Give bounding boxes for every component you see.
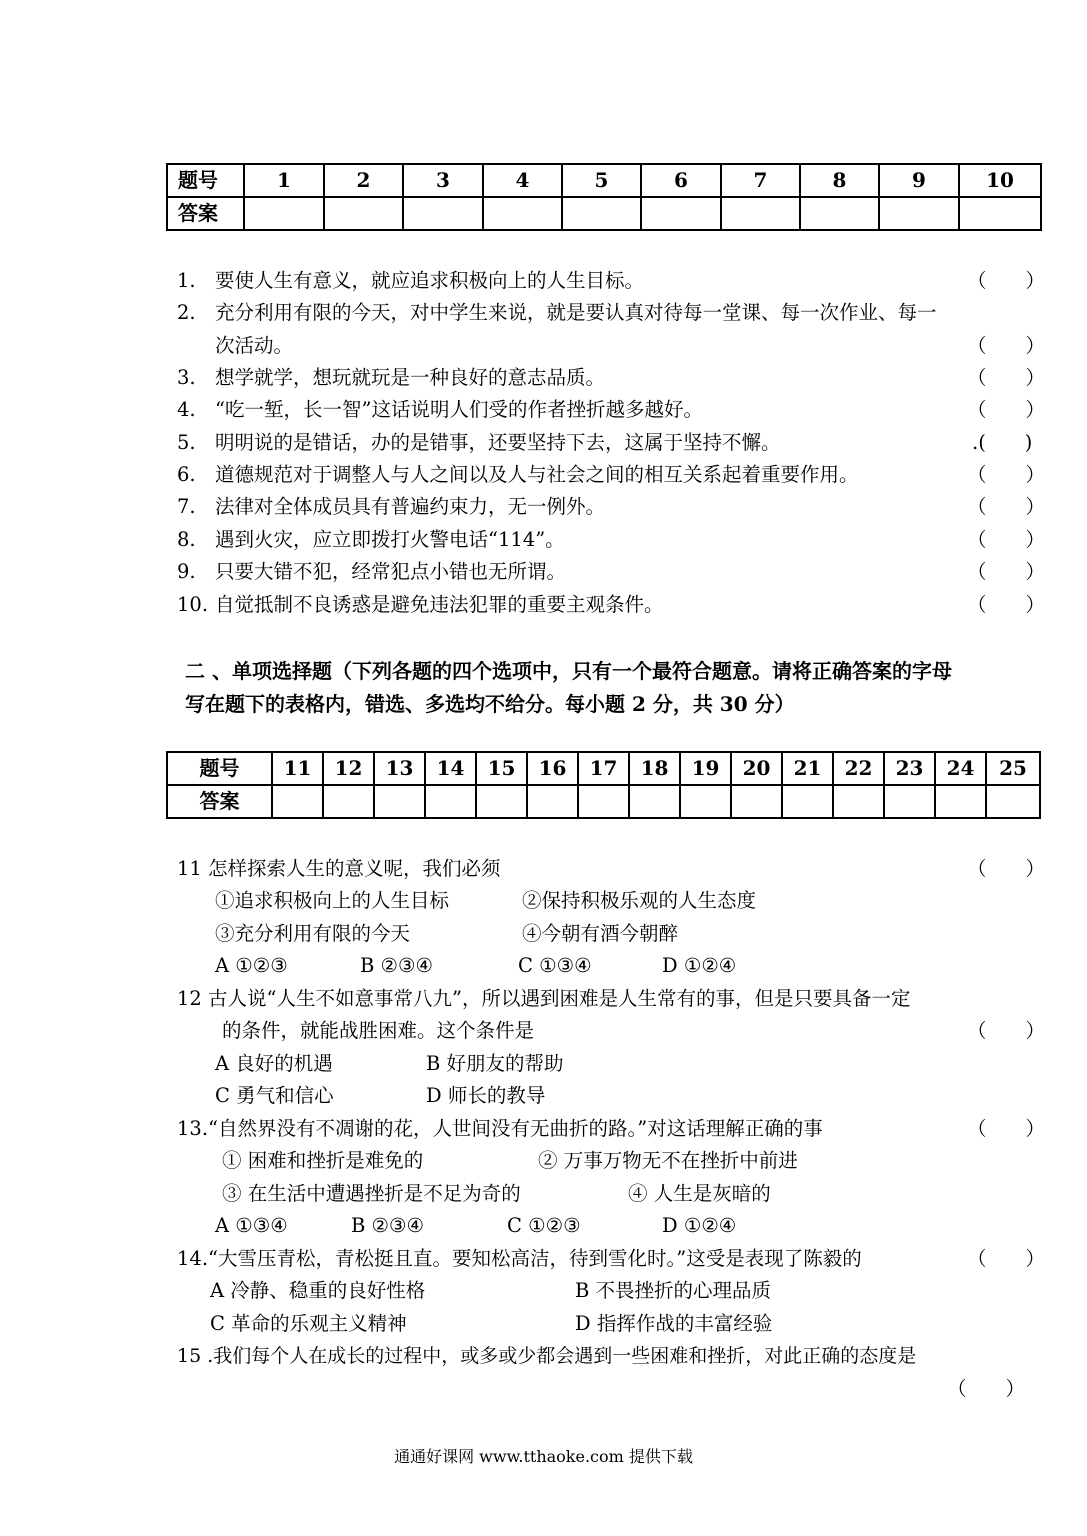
answer-cell[interactable] <box>833 785 884 818</box>
mc-question-12-stem: 12 古人说“人生不如意事常八九”，所以遇到困难是人生常有的事，但是只要具备一定 <box>177 987 911 1010</box>
mc-statement: ①追求积极向上的人生目标 <box>215 889 450 912</box>
question-number: 20 <box>731 752 782 785</box>
answer-cell[interactable] <box>641 197 721 230</box>
question-number: 24 <box>935 752 986 785</box>
question-number: 8 <box>800 164 879 197</box>
answer-paren: （ ） <box>967 1247 1046 1270</box>
question-number-label: 题号 <box>167 752 272 785</box>
answer-label: 答案 <box>167 785 272 818</box>
question-number: 13 <box>374 752 425 785</box>
answer-cell[interactable] <box>425 785 476 818</box>
mc-statement: ④ 人生是灰暗的 <box>628 1182 771 1205</box>
answer-cell[interactable] <box>721 197 800 230</box>
answer-paren: .( ) <box>972 431 1033 454</box>
question-number: 18 <box>629 752 680 785</box>
table-2-answer-row <box>167 785 1040 818</box>
answer-cell[interactable] <box>578 785 629 818</box>
answer-cell[interactable] <box>731 785 782 818</box>
tf-question: 2. 充分利用有限的今天，对中学生来说，就是要认真对待每一堂课、每一次作业、每一 <box>177 301 937 324</box>
answer-paren: （ ） <box>967 1019 1046 1042</box>
question-number: 7 <box>721 164 800 197</box>
question-number: 1 <box>244 164 324 197</box>
answer-cell[interactable] <box>959 197 1041 230</box>
mc-option: A 冷静、稳重的良好性格 <box>210 1279 426 1302</box>
mc-option: A ①②③ <box>215 954 288 977</box>
question-number: 25 <box>986 752 1040 785</box>
answer-cell[interactable] <box>403 197 483 230</box>
question-number: 14 <box>425 752 476 785</box>
answer-cell[interactable] <box>800 197 879 230</box>
answer-paren: （ ） <box>967 463 1046 486</box>
answer-paren: （ ） <box>967 366 1046 389</box>
answer-cell[interactable] <box>680 785 731 818</box>
answer-cell[interactable] <box>629 785 680 818</box>
question-number: 6 <box>641 164 721 197</box>
answer-paren: （ ） <box>967 334 1046 357</box>
mc-option: B ②③④ <box>351 1214 424 1237</box>
section-2-heading-line-1: 二 、单项选择题（下列各题的四个选项中，只有一个最符合题意。请将正确答案的字母 <box>185 659 952 683</box>
question-number: 4 <box>483 164 562 197</box>
mc-statement: ① 困难和挫折是难免的 <box>222 1149 424 1172</box>
tf-question: 1. 要使人生有意义，就应追求积极向上的人生目标。 <box>177 269 645 292</box>
mc-question-15-stem: 15 .我们每个人在成长的过程中，或多或少都会遇到一些困难和挫折，对此正确的态度是 <box>177 1345 917 1367</box>
tf-question: 3. 想学就学，想玩就玩是一种良好的意志品质。 <box>177 366 606 389</box>
question-number: 11 <box>272 752 323 785</box>
answer-cell[interactable] <box>374 785 425 818</box>
answer-cell[interactable] <box>879 197 959 230</box>
mc-option: D 指挥作战的丰富经验 <box>575 1312 773 1335</box>
question-number: 12 <box>323 752 374 785</box>
mc-option: B 不畏挫折的心理品质 <box>575 1279 772 1302</box>
question-number-label: 题号 <box>167 164 244 197</box>
answer-paren: （ ） <box>967 528 1046 551</box>
tf-question: 6. 道德规范对于调整人与人之间以及人与社会之间的相互关系起着重要作用。 <box>177 463 859 486</box>
answer-paren: （ ） <box>967 593 1046 616</box>
answer-cell[interactable] <box>476 785 527 818</box>
answer-label: 答案 <box>167 197 244 230</box>
question-number: 3 <box>403 164 483 197</box>
question-number: 2 <box>324 164 403 197</box>
answer-cell[interactable] <box>272 785 323 818</box>
mc-option: C ①②③ <box>507 1214 581 1237</box>
answer-paren: （ ） <box>967 269 1046 292</box>
answer-paren: （ ） <box>947 1377 1026 1400</box>
table-1-header-row <box>167 164 1041 197</box>
answer-cell[interactable] <box>244 197 324 230</box>
mc-statement: ③充分利用有限的今天 <box>215 922 411 945</box>
mc-option: D 师长的教导 <box>426 1084 546 1107</box>
tf-question: 9. 只要大错不犯，经常犯点小错也无所谓。 <box>177 560 567 583</box>
answer-cell[interactable] <box>324 197 403 230</box>
mc-option: A ①③④ <box>215 1214 288 1237</box>
tf-question: 8. 遇到火灾，应立即拨打火警电话“114”。 <box>177 528 565 551</box>
table-2-header-row <box>167 752 1040 785</box>
mc-option: C 勇气和信心 <box>215 1084 334 1107</box>
tf-question: 10. 自觉抵制不良诱惑是避免违法犯罪的重要主观条件。 <box>177 593 664 616</box>
answer-paren: （ ） <box>967 857 1046 880</box>
answer-paren: （ ） <box>967 495 1046 518</box>
question-number: 21 <box>782 752 833 785</box>
mc-option: B ②③④ <box>360 954 433 977</box>
answer-cell[interactable] <box>323 785 374 818</box>
mc-option: D ①②④ <box>662 1214 737 1237</box>
mc-option: B 好朋友的帮助 <box>426 1052 564 1075</box>
question-number: 19 <box>680 752 731 785</box>
section-2-heading-line-2: 写在题下的表格内，错选、多选均不给分。每小题 2 分，共 30 分） <box>185 692 795 716</box>
tf-question-continuation: 次活动。 <box>215 334 294 357</box>
mc-statement: ③ 在生活中遭遇挫折是不足为奇的 <box>222 1182 521 1205</box>
question-number: 22 <box>833 752 884 785</box>
answer-table-2 <box>166 751 1041 819</box>
mc-statement: ④今朝有酒今朝醉 <box>522 922 679 945</box>
answer-cell[interactable] <box>527 785 578 818</box>
table-1-answer-row <box>167 197 1041 230</box>
mc-statement: ② 万事万物无不在挫折中前进 <box>538 1149 798 1172</box>
answer-paren: （ ） <box>967 560 1046 583</box>
mc-option: C 革命的乐观主义精神 <box>210 1312 407 1335</box>
page-footer: 通通好课网 www.tthaoke.com 提供下载 <box>394 1447 693 1466</box>
mc-statement: ②保持积极乐观的人生态度 <box>522 889 757 912</box>
question-number: 16 <box>527 752 578 785</box>
answer-paren: （ ） <box>967 398 1046 421</box>
tf-question: 7. 法律对全体成员具有普遍约束力，无一例外。 <box>177 495 606 518</box>
mc-option: D ①②④ <box>662 954 737 977</box>
answer-paren: （ ） <box>967 1117 1046 1140</box>
question-number: 17 <box>578 752 629 785</box>
answer-table-1 <box>166 163 1042 231</box>
answer-cell[interactable] <box>884 785 935 818</box>
mc-question-12-continuation: 的条件，就能战胜困难。这个条件是 <box>222 1019 535 1042</box>
mc-question-13-stem: 13.“自然界没有不凋谢的花，人世间没有无曲折的路。”对这话理解正确的事 <box>177 1117 823 1140</box>
answer-cell[interactable] <box>562 197 641 230</box>
question-number: 10 <box>959 164 1041 197</box>
question-number: 5 <box>562 164 641 197</box>
answer-cell[interactable] <box>782 785 833 818</box>
tf-question: 5. 明明说的是错话，办的是错事，还要坚持下去，这属于坚持不懈。 <box>177 431 781 454</box>
mc-question-14-stem: 14.“大雪压青松，青松挺且直。要知松高洁，待到雪化时。”这受是表现了陈毅的 <box>177 1247 862 1270</box>
tf-question: 4. “吃一堑，长一智”这话说明人们受的作者挫折越多越好。 <box>177 398 703 421</box>
mc-question-11-stem: 11 怎样探索人生的意义呢，我们必须 <box>177 857 501 880</box>
mc-option: C ①③④ <box>518 954 592 977</box>
mc-option: A 良好的机遇 <box>215 1052 333 1075</box>
answer-cell[interactable] <box>483 197 562 230</box>
question-number: 23 <box>884 752 935 785</box>
question-number: 9 <box>879 164 959 197</box>
answer-cell[interactable] <box>986 785 1040 818</box>
question-number: 15 <box>476 752 527 785</box>
answer-cell[interactable] <box>935 785 986 818</box>
